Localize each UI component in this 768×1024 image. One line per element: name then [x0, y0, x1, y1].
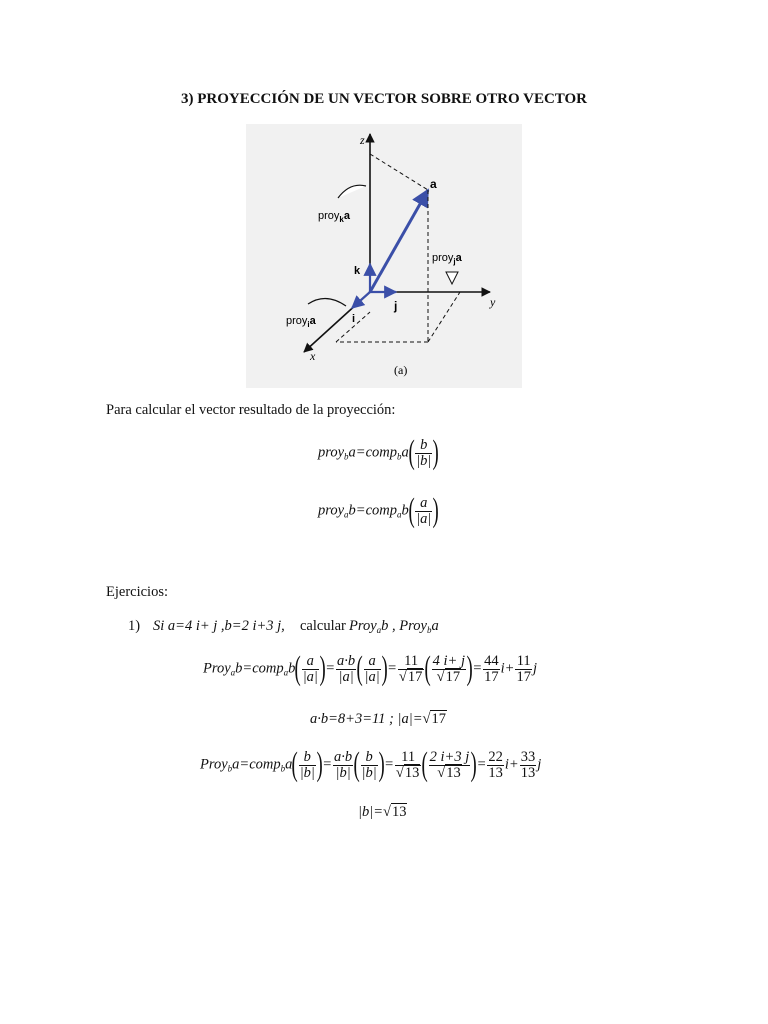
projection-figure	[246, 124, 522, 388]
exercise-number: 1)	[128, 618, 141, 634]
solution-line-proy-b-a: Proy$_b$a=comp$_b$a( $\frac{b}{|b|}$ )= $\frac{a\cdot b}{|b|}$ ( $\frac{b}{|b|}$ )= $\frac{11}{√13}$ ( $\frac{2 i+3 j}{√13}$ )= $\frac{22}{13}$ i+ $\frac{33}{13}$ j	[200, 746, 542, 783]
axis-z-label: z	[360, 133, 365, 147]
proy-i-label: proy$_i$a	[286, 315, 316, 329]
proy-k-label: proy$_k$a	[318, 210, 350, 224]
exercise-targets: Proy$_a$b , Proy$_b$a	[349, 618, 439, 635]
proy-j-label: proy$_j$a	[432, 252, 462, 266]
section-title: 3) PROYECCIÓN DE UN VECTOR SOBRE OTRO VECTOR	[180, 91, 588, 107]
exercises-heading: Ejercicios:	[106, 584, 169, 600]
figure-background	[246, 124, 522, 388]
vector-diagram	[246, 124, 522, 388]
intro-text: Para calcular el vector resultado de la proyección:	[106, 402, 396, 418]
fraction: $\frac{b}{|b|}$	[416, 436, 432, 469]
dot-product-line: a·b=8+3=11 ; |a|=√17	[310, 711, 446, 727]
j-label: j	[394, 299, 398, 313]
equation-proy-a-b: proy$_a$b=comp$_a$b( $\frac{a}{|a|}$ )	[318, 492, 440, 529]
axis-y-label: y	[490, 295, 496, 309]
k-label: k	[354, 265, 361, 277]
figure-caption: (a)	[394, 363, 408, 377]
exercise-calc-word: calcular	[300, 618, 346, 634]
solution-line-proy-a-b: Proy$_a$b=comp$_a$b( $\frac{a}{|a|}$ )= $\frac{a\cdot b}{|a|}$ ( $\frac{a}{|a|}$ )= $\frac{11}{√17}$ ( $\frac{4 i+ j}{√17}$ )= $\frac{44}{17}$ i+ $\frac{11}{17}$ j	[203, 650, 537, 687]
i-label: i	[352, 313, 356, 325]
exercise-given: Si a=4 i+ j ,b=2 i+3 j,	[153, 618, 285, 634]
axis-x-label: x	[310, 349, 316, 363]
equation-proy-b-a: proy$_b$a=comp$_b$a( $\frac{b}{|b|}$ )	[318, 434, 440, 471]
vector-a-label: a	[430, 177, 437, 191]
fraction: $\frac{a}{|a|}$	[416, 494, 432, 527]
norm-b-line: |b|=√13	[358, 804, 407, 820]
